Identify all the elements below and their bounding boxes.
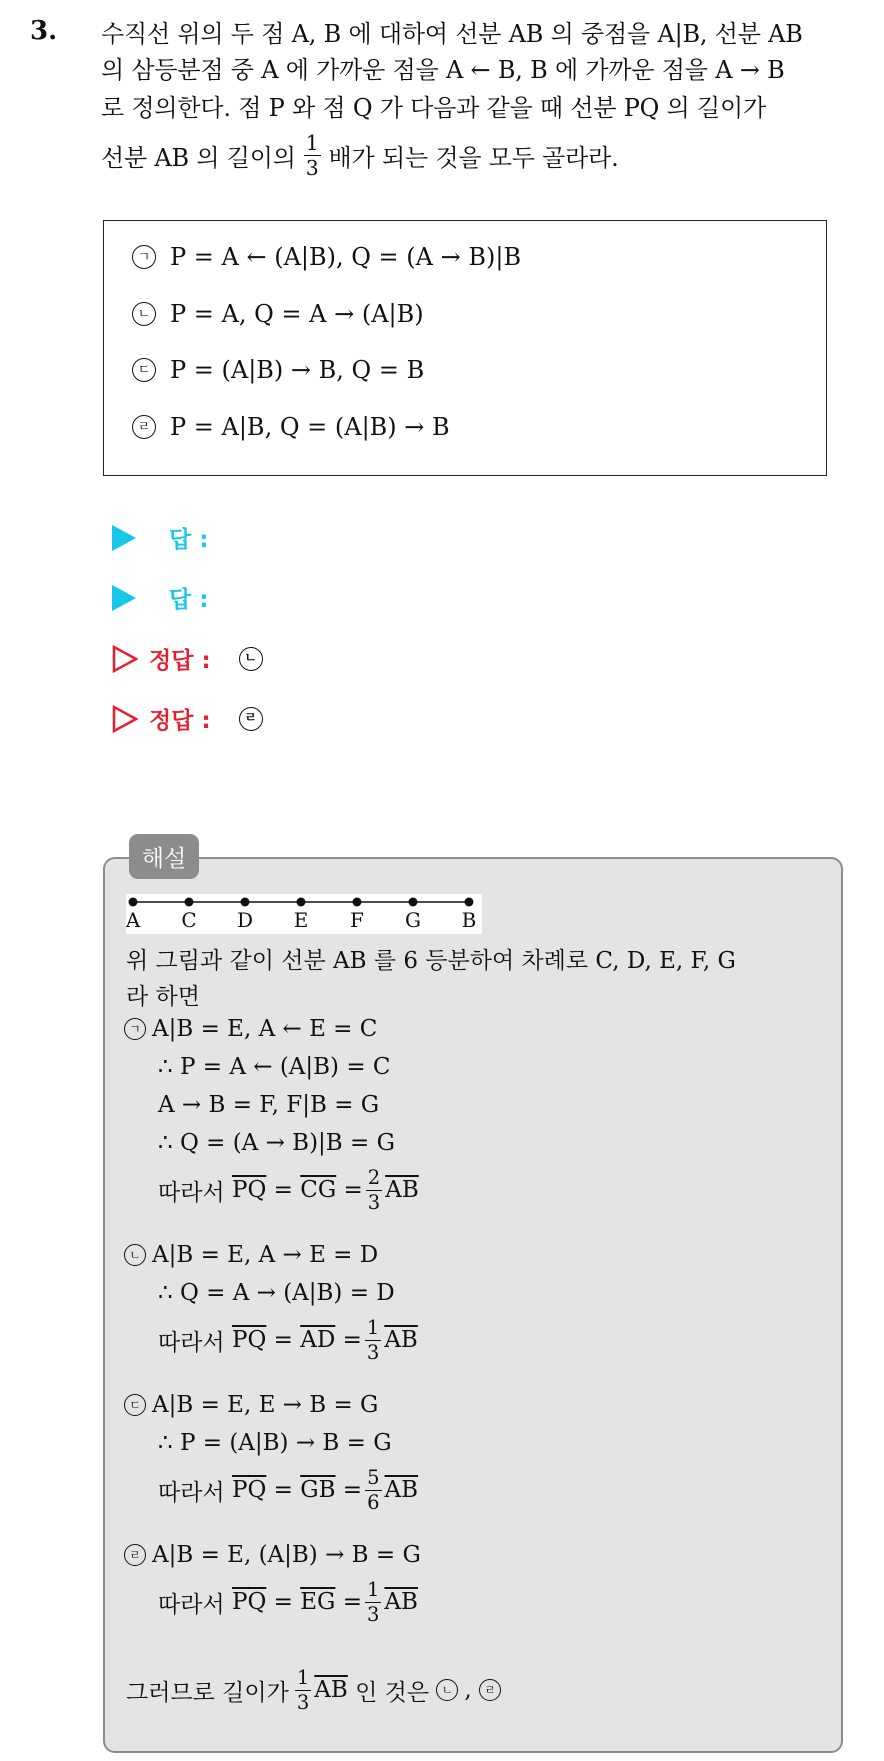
- fraction-d-num: 1: [366, 1578, 380, 1601]
- question-line-2: 의 삼등분점 중 A 에 가까운 점을 A ← B, B 에 가까운 점을 A → B: [101, 56, 785, 84]
- segment-ab: $\overline{AB}$: [384, 1589, 418, 1616]
- choice-3[interactable]: [132, 356, 424, 384]
- answer-blank-label-2: 답 :: [169, 587, 209, 613]
- segment-ab: $\overline{AB}$: [385, 1177, 419, 1204]
- fraction-d-den: 3: [366, 1602, 380, 1626]
- point-b-label: B: [461, 908, 477, 932]
- point-g-dot: [409, 898, 418, 907]
- number-line: [126, 894, 482, 934]
- solution-conclusion: 그러므로 길이가 $\frac{1}{3}$ $\overline{AB}$ 인 것은 ㄴ , ㄹ: [126, 1668, 507, 1712]
- choice-4[interactable]: [132, 413, 450, 441]
- solution-c-text-1: A|B = E, E → B = G: [152, 1392, 379, 1418]
- fraction-b-num: 1: [366, 1316, 380, 1339]
- choice-mark-3: ㄷ: [132, 358, 156, 382]
- outline-triangle-icon: [112, 705, 138, 733]
- segment-pq: $\overline{PQ}$: [231, 1177, 267, 1204]
- number-line-figure: [126, 894, 482, 934]
- answer-blank-2: [112, 581, 208, 614]
- filled-triangle-icon: [112, 585, 136, 611]
- conclusion-middle: 인 것은: [355, 1679, 430, 1706]
- correct-answer-1: [112, 642, 263, 675]
- segment-pq: $\overline{PQ}$: [231, 1477, 267, 1504]
- fraction-a: [366, 1168, 382, 1212]
- solution-c-line-2: ∴ P = (A|B) → B = G: [158, 1430, 392, 1456]
- correct-answer-label-1: 정답 :: [149, 648, 211, 674]
- question-line-3: 로 정의한다. 점 P 와 점 Q 가 다음과 같을 때 선분 PQ 의 길이가: [101, 94, 766, 122]
- fraction-a-num: 2: [367, 1166, 381, 1189]
- solution-b-line-2: ∴ Q = A → (A|B) = D: [158, 1280, 395, 1306]
- solution-c-line-1: [124, 1392, 378, 1418]
- answer-blank-label-1: 답 :: [169, 527, 209, 553]
- solution-b-text-1: A|B = E, A → E = D: [152, 1242, 379, 1268]
- fraction-b: [365, 1318, 381, 1362]
- solution-b-therefore: 따라서: [158, 1329, 225, 1356]
- fraction-numerator: 1: [305, 131, 319, 155]
- solution-b-line-3: 따라서 $\overline{PQ}$ = $\overline{AD}$ = $\frac{1}{3}$ $\overline{AB}$: [158, 1316, 418, 1364]
- segment-pq: $\overline{PQ}$: [231, 1327, 267, 1354]
- fraction-one-third: [304, 133, 321, 179]
- choice-2[interactable]: [132, 300, 424, 328]
- solution-d-line-2: 따라서 $\overline{PQ}$ = $\overline{EG}$ = $\frac{1}{3}$ $\overline{AB}$: [158, 1578, 418, 1626]
- choice-1[interactable]: [132, 243, 521, 271]
- conclusion-mark-1: ㄴ: [436, 1679, 458, 1701]
- fraction-conclusion-num: 1: [296, 1666, 310, 1689]
- question-line-4-before: 선분 AB 의 길이의: [101, 144, 296, 173]
- fraction-a-den: 3: [367, 1190, 381, 1214]
- segment-ab: $\overline{AB}$: [384, 1477, 419, 1504]
- solution-a-therefore: 따라서: [158, 1179, 225, 1206]
- solution-mark-b: ㄴ: [124, 1244, 146, 1266]
- solution-a-line-2: ∴ P = A ← (A|B) = C: [158, 1054, 391, 1080]
- fraction-c-num: 5: [367, 1466, 380, 1489]
- correct-answer-label-2: 정답 :: [149, 708, 211, 734]
- point-a-dot: [129, 898, 138, 907]
- question-line-4-after: 배가 되는 것을 모두 골라라.: [328, 144, 619, 173]
- solution-a-line-3: A → B = F, F|B = G: [158, 1092, 380, 1118]
- fraction-conclusion-den: 3: [296, 1690, 310, 1714]
- solution-a-line-4: ∴ Q = (A → B)|B = G: [158, 1130, 395, 1156]
- question-line-4: [101, 133, 619, 179]
- solution-d-text-1: A|B = E, (A|B) → B = G: [152, 1542, 421, 1568]
- correct-answer-value-2: ㄹ: [239, 707, 263, 731]
- solution-d-therefore: 따라서: [158, 1591, 225, 1618]
- choice-text-4: P = A|B, Q = (A|B) → B: [170, 413, 450, 441]
- point-f-dot: [353, 898, 362, 907]
- conclusion-prefix: 그러므로 길이가: [126, 1679, 289, 1706]
- fraction-c: [365, 1468, 381, 1512]
- solution-d-line-1: [124, 1542, 421, 1568]
- point-c-dot: [185, 898, 194, 907]
- correct-answer-value-1: ㄴ: [239, 647, 263, 671]
- choices-box: [103, 220, 827, 476]
- answer-blank-1: [112, 521, 208, 554]
- solution-intro-2: 라 하면: [126, 984, 200, 1010]
- question-number: 3.: [30, 16, 58, 46]
- point-e-label: E: [293, 908, 309, 932]
- solution-c-line-3: 따라서 $\overline{PQ}$ = $\overline{GB}$ = $\frac{5}{6}$ $\overline{AB}$: [158, 1466, 419, 1514]
- point-g-label: G: [405, 908, 421, 932]
- segment-pq: $\overline{PQ}$: [231, 1589, 267, 1616]
- choice-mark-2: ㄴ: [132, 302, 156, 326]
- solution-b-line-1: [124, 1242, 378, 1268]
- point-f-label: F: [350, 908, 364, 932]
- solution-mark-a: ㄱ: [124, 1018, 146, 1040]
- solution-intro-1: 위 그림과 같이 선분 AB 를 6 등분하여 차례로 C, D, E, F, G: [126, 948, 736, 974]
- point-e-dot: [297, 898, 306, 907]
- segment-ab: $\overline{AB}$: [384, 1327, 418, 1354]
- point-a-label: A: [126, 908, 141, 932]
- segment-ab: $\overline{AB}$: [314, 1677, 348, 1704]
- choice-mark-4: ㄹ: [132, 415, 156, 439]
- outline-triangle-icon: [112, 645, 138, 673]
- segment-cg: $\overline{CG}$: [300, 1177, 337, 1204]
- solution-a-line-5: 따라서 $\overline{PQ}$ = $\overline{CG}$ = $\frac{2}{3}$ $\overline{AB}$: [158, 1166, 419, 1214]
- fraction-denominator: 3: [305, 156, 319, 181]
- solution-a-line-1: [124, 1016, 377, 1042]
- conclusion-mark-2: ㄹ: [479, 1679, 501, 1701]
- fraction-c-den: 6: [367, 1490, 380, 1514]
- solution-c-therefore: 따라서: [158, 1479, 225, 1506]
- fraction-b-den: 3: [366, 1340, 380, 1364]
- correct-answer-2: [112, 702, 263, 735]
- choice-text-3: P = (A|B) → B, Q = B: [170, 356, 425, 384]
- choice-text-1: P = A ← (A|B), Q = (A → B)|B: [170, 243, 522, 271]
- fraction-d: [365, 1580, 381, 1624]
- point-d-dot: [241, 898, 250, 907]
- segment-ad: $\overline{AD}$: [300, 1327, 336, 1354]
- point-d-label: D: [236, 908, 254, 932]
- solution-mark-c: ㄷ: [124, 1394, 146, 1416]
- choice-mark-1: ㄱ: [132, 245, 156, 269]
- point-c-label: C: [181, 908, 197, 932]
- fraction-conclusion: [295, 1668, 311, 1712]
- solution-mark-d: ㄹ: [124, 1544, 146, 1566]
- filled-triangle-icon: [112, 525, 136, 551]
- segment-eg: $\overline{EG}$: [300, 1589, 336, 1616]
- solution-tag: 해설: [129, 834, 199, 879]
- segment-gb: $\overline{GB}$: [300, 1477, 336, 1504]
- solution-a-text-1: A|B = E, A ← E = C: [152, 1016, 378, 1042]
- point-b-dot: [465, 898, 474, 907]
- choice-text-2: P = A, Q = A → (A|B): [170, 300, 424, 328]
- question-line-1: 수직선 위의 두 점 A, B 에 대하여 선분 AB 의 중점을 A|B, 선분 AB: [101, 20, 803, 48]
